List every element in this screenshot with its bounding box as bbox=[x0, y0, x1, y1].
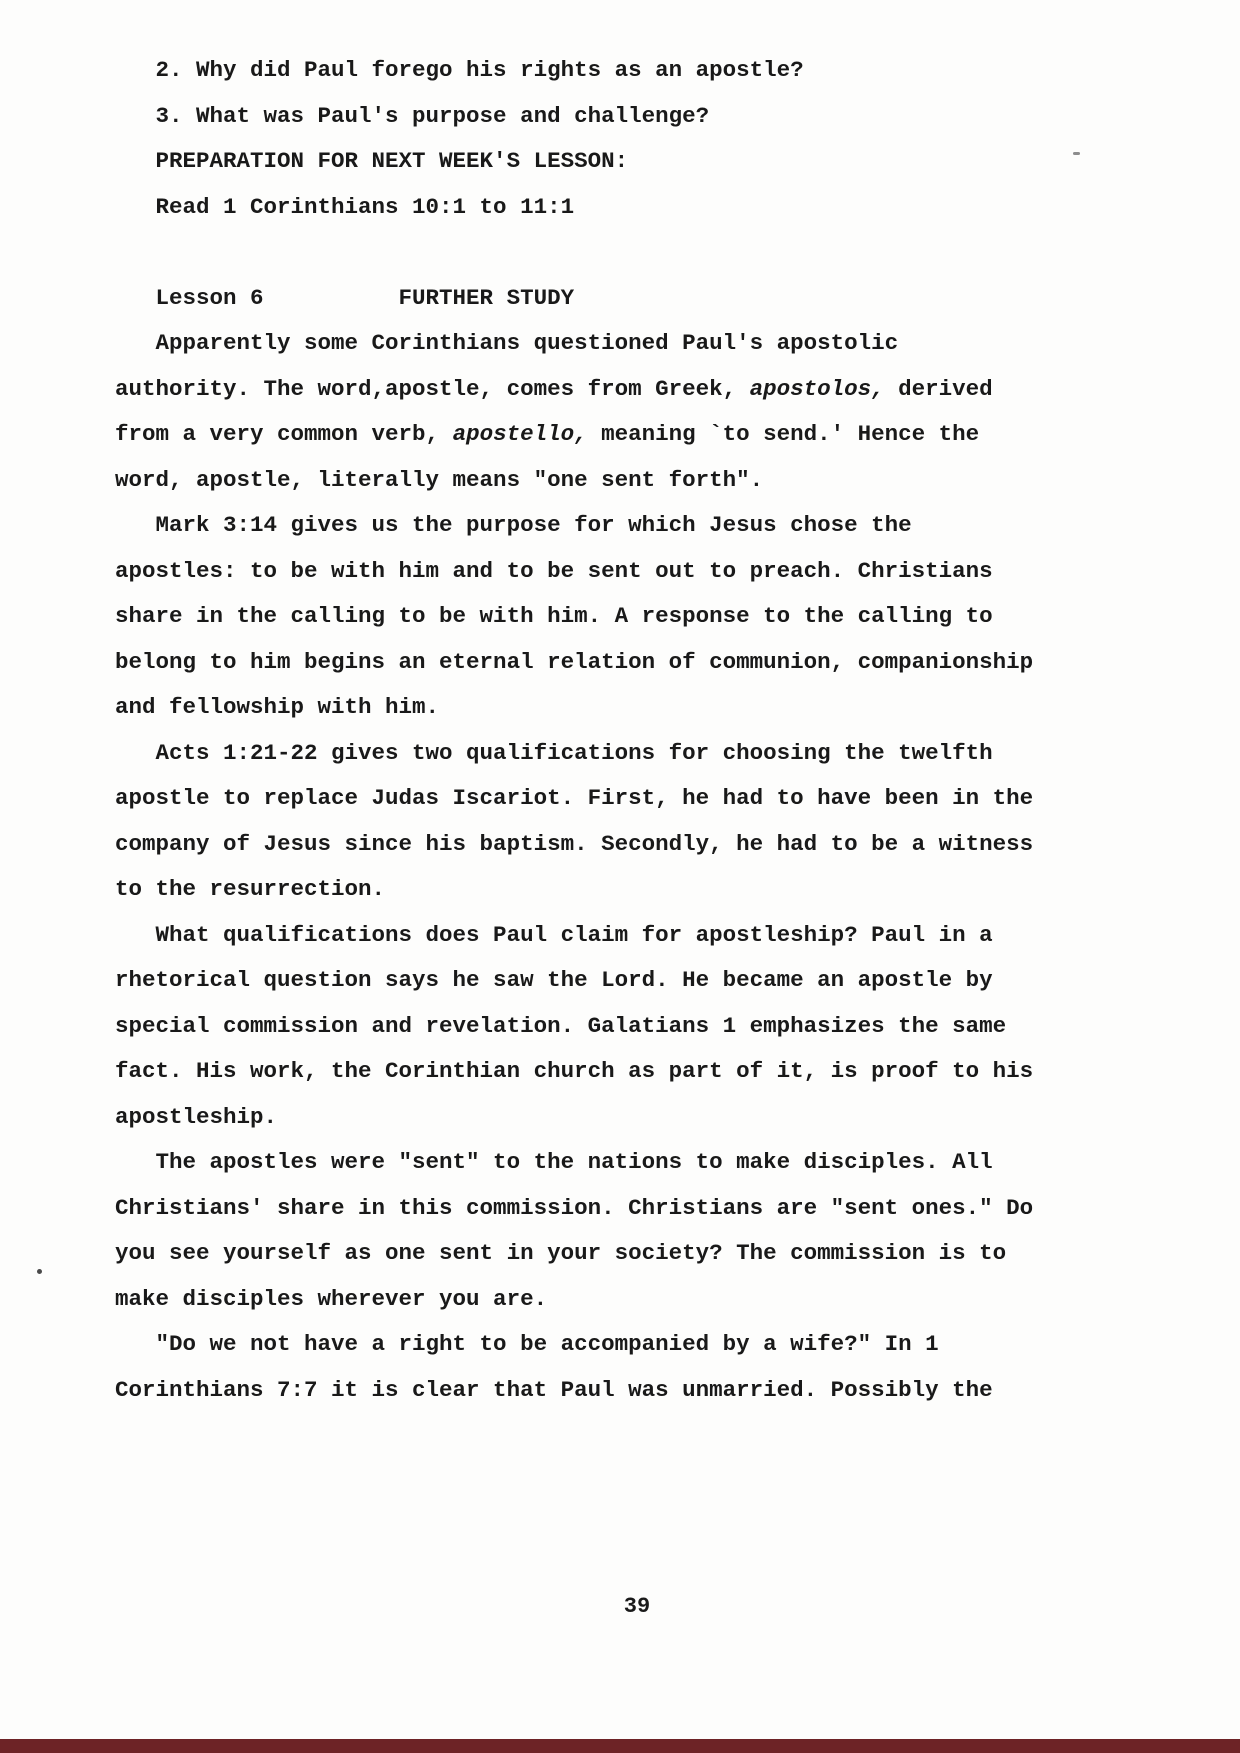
text-line bbox=[115, 321, 1240, 367]
text-segment: word, apostle, literally means "one sent forth". bbox=[115, 466, 764, 493]
text-line bbox=[115, 276, 1240, 322]
italic-greek-term: apostello, bbox=[452, 421, 588, 447]
blank-line bbox=[115, 230, 1240, 276]
text-segment: apostleship. bbox=[115, 1103, 278, 1130]
text-line bbox=[115, 1277, 1240, 1323]
text-line bbox=[115, 1049, 1240, 1095]
text-line bbox=[115, 640, 1240, 686]
text-line bbox=[115, 913, 1240, 959]
scan-edge-bar bbox=[0, 1739, 1240, 1753]
document-lines bbox=[115, 48, 1240, 1413]
text-line bbox=[115, 94, 1240, 140]
text-segment: Acts 1:21-22 gives two qualifications for choosing the twelfth bbox=[115, 739, 993, 766]
text-segment: apostles: to be with him and to be sent out to preach. Christians bbox=[115, 557, 993, 584]
text-line bbox=[115, 776, 1240, 822]
text-line bbox=[115, 1186, 1240, 1232]
text-segment: Mark 3:14 gives us the purpose for which Jesus chose the bbox=[115, 512, 912, 538]
text-segment: "Do we not have a right to be accompanied by a wife?" In 1 bbox=[115, 1331, 939, 1357]
text-line bbox=[115, 1322, 1240, 1368]
scan-speck bbox=[1073, 152, 1080, 155]
text-segment: you see yourself as one sent in your society? The commission is to bbox=[115, 1240, 1007, 1266]
text-segment: Christians' share in this commission. Christians are "sent ones." Do bbox=[115, 1194, 1034, 1221]
text-line bbox=[115, 822, 1240, 868]
text-segment: make disciples wherever you are. bbox=[115, 1285, 548, 1312]
text-line bbox=[115, 685, 1240, 731]
text-segment: special commission and revelation. Galatians 1 emphasizes the same bbox=[115, 1012, 1007, 1039]
text-line bbox=[115, 594, 1240, 640]
italic-greek-term: apostolos, bbox=[749, 375, 885, 402]
text-segment: meaning `to send.' Hence the bbox=[587, 421, 980, 447]
text-segment: 3. What was Paul's purpose and challenge? bbox=[115, 102, 710, 129]
text-segment: derived bbox=[884, 375, 993, 402]
text-line bbox=[115, 549, 1240, 595]
text-segment: 2. Why did Paul forego his rights as an apostle? bbox=[115, 57, 804, 83]
text-line bbox=[115, 1140, 1240, 1186]
text-line bbox=[115, 367, 1240, 413]
text-line bbox=[115, 185, 1240, 231]
text-line bbox=[115, 503, 1240, 549]
text-segment: company of Jesus since his baptism. Secondly, he had to be a witness bbox=[115, 830, 1034, 857]
text-segment: apostle to replace Judas Iscariot. First, he had to have been in the bbox=[115, 785, 1034, 811]
text-segment: to the resurrection. bbox=[115, 876, 386, 902]
scan-speck bbox=[37, 1269, 42, 1274]
text-segment: fact. His work, the Corinthian church as part of it, is proof to his bbox=[115, 1058, 1034, 1084]
text-line bbox=[115, 458, 1240, 504]
text-line bbox=[115, 1231, 1240, 1277]
text-line bbox=[115, 1004, 1240, 1050]
text-segment: Apparently some Corinthians questioned Paul's apostolic bbox=[115, 330, 899, 356]
text-line bbox=[115, 867, 1240, 913]
text-line bbox=[115, 139, 1240, 185]
text-segment: share in the calling to be with him. A response to the calling to bbox=[115, 603, 993, 629]
text-segment: authority. The word,apostle, comes from Greek, bbox=[115, 375, 750, 402]
text-line bbox=[115, 48, 1240, 94]
text-segment: The apostles were "sent" to the nations to make disciples. All bbox=[115, 1149, 993, 1175]
text-segment: belong to him begins an eternal relation of communion, companionship bbox=[115, 648, 1034, 675]
text-segment: PREPARATION FOR NEXT WEEK'S LESSON: bbox=[115, 148, 629, 174]
text-line bbox=[115, 731, 1240, 777]
text-segment: Read 1 Corinthians 10:1 to 11:1 bbox=[115, 193, 575, 220]
text-line bbox=[115, 1368, 1240, 1414]
text-segment: What qualifications does Paul claim for apostleship? Paul in a bbox=[115, 921, 993, 948]
text-segment: rhetorical question says he saw the Lord. He became an apostle by bbox=[115, 967, 993, 993]
text-segment: Lesson 6 FURTHER STUDY bbox=[115, 284, 575, 311]
text-segment: Corinthians 7:7 it is clear that Paul was unmarried. Possibly the bbox=[115, 1376, 993, 1403]
text-line bbox=[115, 412, 1240, 458]
text-line bbox=[115, 1095, 1240, 1141]
text-line bbox=[115, 958, 1240, 1004]
page-number: 39 bbox=[623, 1594, 651, 1619]
text-segment: and fellowship with him. bbox=[115, 694, 440, 720]
text-segment: from a very common verb, bbox=[115, 421, 453, 447]
